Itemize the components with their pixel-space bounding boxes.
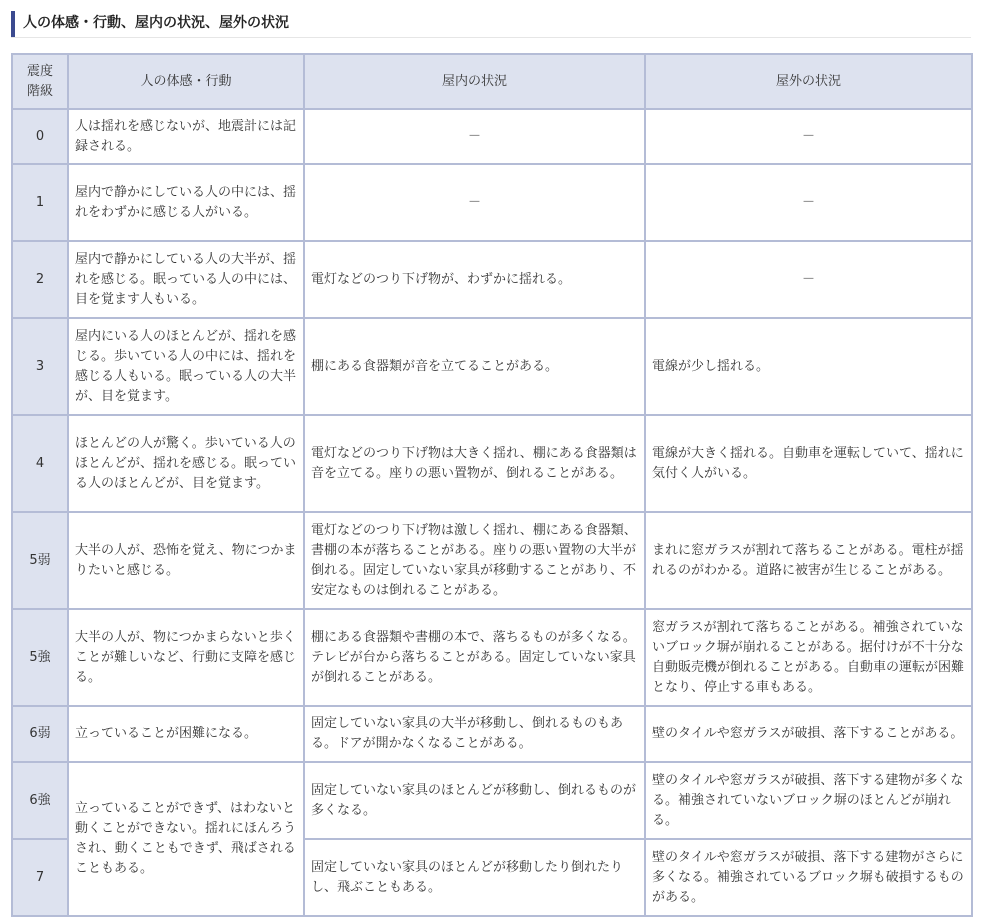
outdoor-cell: 壁のタイルや窓ガラスが破損、落下する建物が多くなる。補強されていないブロック塀のほとんどが崩れる。 bbox=[645, 762, 972, 839]
outdoor-cell: まれに窓ガラスが割れて落ちることがある。電柱が揺れるのがわかる。道路に被害が生じることがある。 bbox=[645, 512, 972, 609]
table-row bbox=[12, 762, 972, 839]
outdoor-cell: － bbox=[645, 241, 972, 318]
header-level: 震度階級 bbox=[12, 54, 68, 109]
level-cell: 4 bbox=[12, 415, 68, 512]
human-cell: 大半の人が、恐怖を覚え、物につかまりたいと感じる。 bbox=[68, 512, 304, 609]
human-cell: 立っていることが困難になる。 bbox=[68, 706, 304, 762]
indoor-cell: 電灯などのつり下げ物は大きく揺れ、棚にある食器類は音を立てる。座りの悪い置物が、倒れることがある。 bbox=[304, 415, 645, 512]
outdoor-cell: － bbox=[645, 164, 972, 241]
header-outdoor: 屋外の状況 bbox=[645, 54, 972, 109]
table-row bbox=[12, 241, 972, 318]
level-cell: 0 bbox=[12, 109, 68, 164]
table-row bbox=[12, 318, 972, 415]
human-cell-merged: 立っていることができず、はわないと動くことができない。揺れにほんろうされ、動くこともできず、飛ばされることもある。 bbox=[68, 762, 304, 916]
header-human: 人の体感・行動 bbox=[68, 54, 304, 109]
table-row bbox=[12, 609, 972, 706]
indoor-cell: 電灯などのつり下げ物は激しく揺れ、棚にある食器類、書棚の本が落ちることがある。座りの悪い置物の大半が倒れる。固定していない家具が移動することがあり、不安定なものは倒れることがある。 bbox=[304, 512, 645, 609]
table-row bbox=[12, 109, 972, 164]
indoor-cell: 棚にある食器類が音を立てることがある。 bbox=[304, 318, 645, 415]
level-cell: 6弱 bbox=[12, 706, 68, 762]
level-cell: 2 bbox=[12, 241, 68, 318]
human-cell: 屋内で静かにしている人の大半が、揺れを感じる。眠っている人の中には、目を覚ます人もいる。 bbox=[68, 241, 304, 318]
seismic-intensity-table bbox=[11, 53, 973, 917]
outdoor-cell: 電線が少し揺れる。 bbox=[645, 318, 972, 415]
indoor-cell: 固定していない家具の大半が移動し、倒れるものもある。ドアが開かなくなることがある。 bbox=[304, 706, 645, 762]
level-cell: 6強 bbox=[12, 762, 68, 839]
indoor-cell: 固定していない家具のほとんどが移動したり倒れたりし、飛ぶこともある。 bbox=[304, 839, 645, 916]
human-cell: 人は揺れを感じないが、地震計には記録される。 bbox=[68, 109, 304, 164]
header-indoor: 屋内の状況 bbox=[304, 54, 645, 109]
indoor-cell: 固定していない家具のほとんどが移動し、倒れるものが多くなる。 bbox=[304, 762, 645, 839]
table-row bbox=[12, 512, 972, 609]
human-cell: ほとんどの人が驚く。歩いている人のほとんどが、揺れを感じる。眠っている人のほとんどが、目を覚ます。 bbox=[68, 415, 304, 512]
outdoor-cell: 電線が大きく揺れる。自動車を運転していて、揺れに気付く人がいる。 bbox=[645, 415, 972, 512]
table-row bbox=[12, 415, 972, 512]
level-cell: 3 bbox=[12, 318, 68, 415]
outdoor-cell: 壁のタイルや窓ガラスが破損、落下することがある。 bbox=[645, 706, 972, 762]
heading-accent-bar bbox=[11, 11, 15, 37]
table-row bbox=[12, 164, 972, 241]
indoor-cell: － bbox=[304, 164, 645, 241]
indoor-cell: 電灯などのつり下げ物が、わずかに揺れる。 bbox=[304, 241, 645, 318]
level-cell: 5強 bbox=[12, 609, 68, 706]
table-row bbox=[12, 706, 972, 762]
table-header-row bbox=[12, 54, 972, 109]
level-cell: 7 bbox=[12, 839, 68, 916]
human-cell: 大半の人が、物につかまらないと歩くことが難しいなど、行動に支障を感じる。 bbox=[68, 609, 304, 706]
level-cell: 1 bbox=[12, 164, 68, 241]
section-title: 人の体感・行動、屋内の状況、屋外の状況 bbox=[23, 15, 289, 31]
human-cell: 屋内で静かにしている人の中には、揺れをわずかに感じる人がいる。 bbox=[68, 164, 304, 241]
level-cell: 5弱 bbox=[12, 512, 68, 609]
section-heading bbox=[11, 7, 971, 38]
outdoor-cell: 窓ガラスが割れて落ちることがある。補強されていないブロック塀が崩れることがある。据付けが不十分な自動販売機が倒れることがある。自動車の運転が困難となり、停止する車もある。 bbox=[645, 609, 972, 706]
human-cell: 屋内にいる人のほとんどが、揺れを感じる。歩いている人の中には、揺れを感じる人もいる。眠っている人の大半が、目を覚ます。 bbox=[68, 318, 304, 415]
outdoor-cell: － bbox=[645, 109, 972, 164]
indoor-cell: 棚にある食器類や書棚の本で、落ちるものが多くなる。テレビが台から落ちることがある。固定していない家具が倒れることがある。 bbox=[304, 609, 645, 706]
outdoor-cell: 壁のタイルや窓ガラスが破損、落下する建物がさらに多くなる。補強されているブロック塀も破損するものがある。 bbox=[645, 839, 972, 916]
indoor-cell: － bbox=[304, 109, 645, 164]
